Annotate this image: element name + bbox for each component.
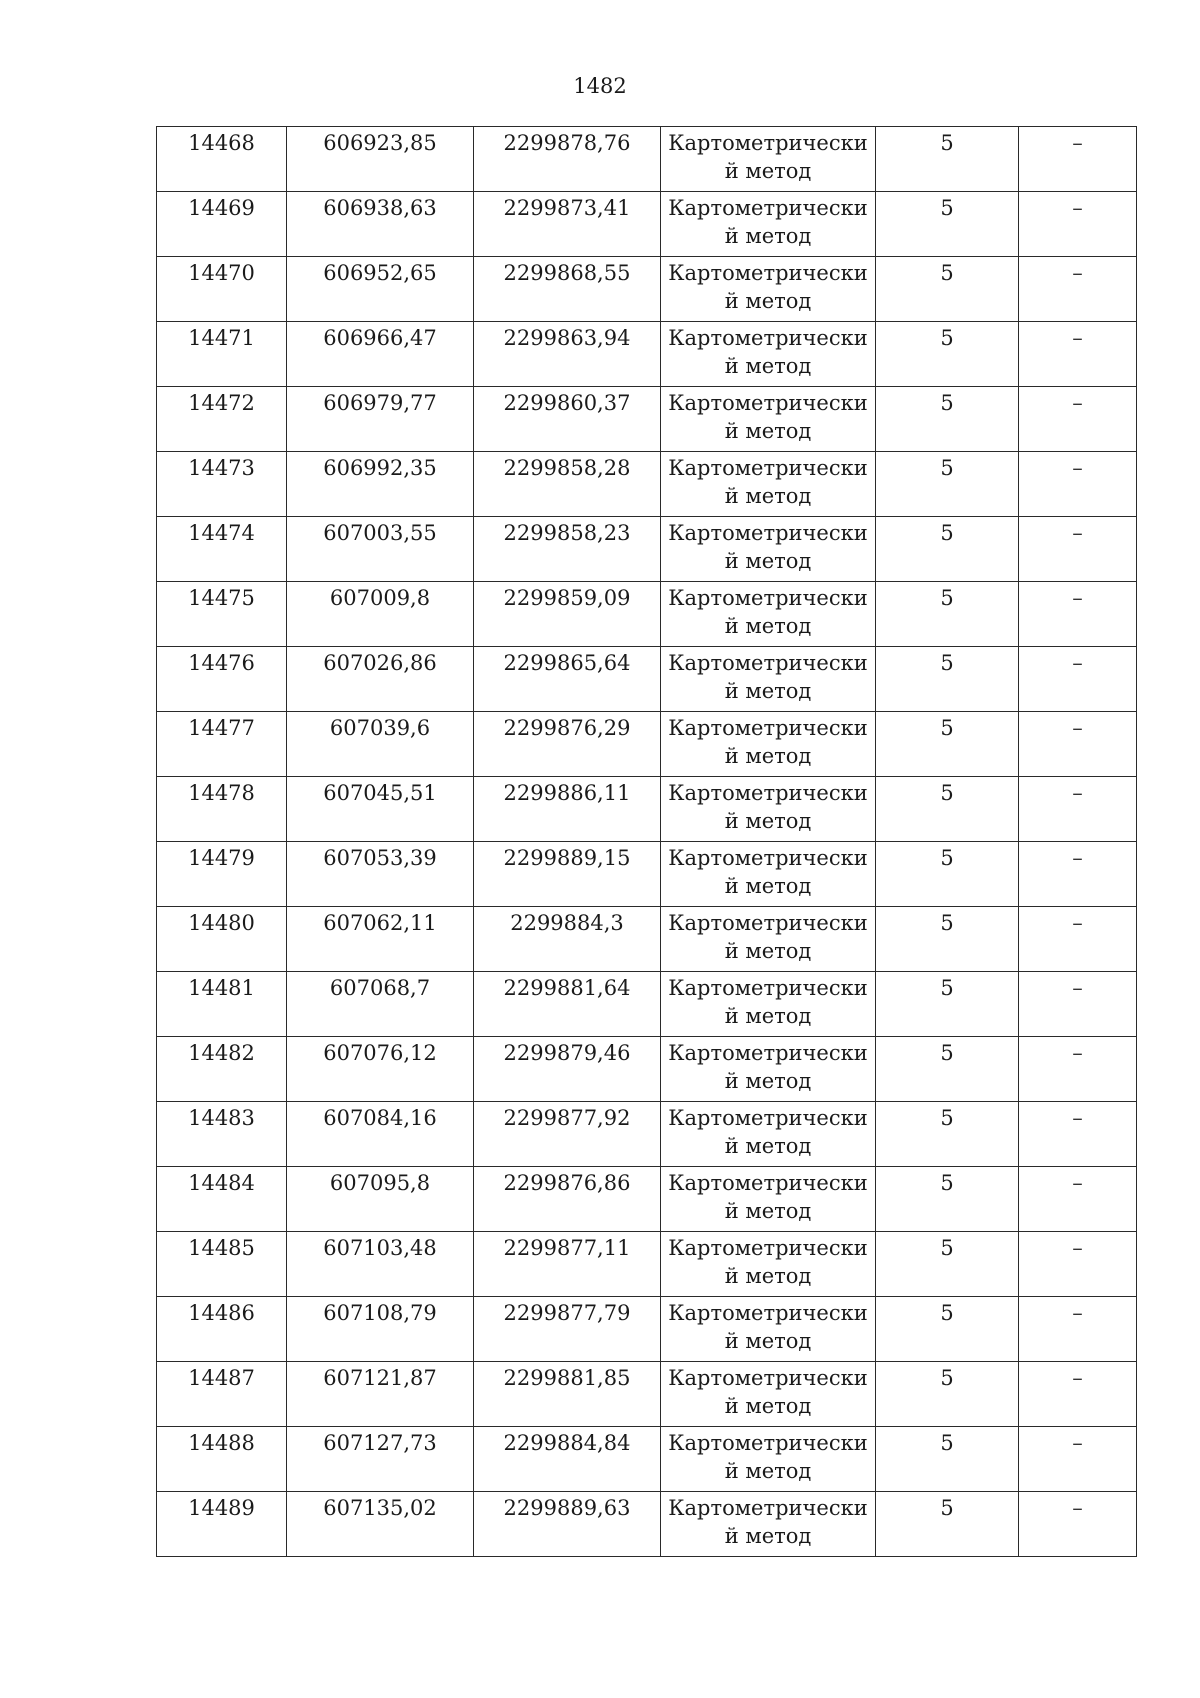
method-text: Картометрически й метод	[668, 1496, 868, 1548]
x-coordinate-text: 607121,87	[323, 1366, 437, 1390]
accuracy-text: 5	[940, 716, 954, 740]
y-coordinate-text: 2299879,46	[503, 1041, 631, 1065]
y-coordinate-cell	[474, 972, 661, 1037]
point-number-text: 14468	[188, 131, 255, 155]
method-cell	[661, 1102, 876, 1167]
table-row	[157, 1362, 1137, 1427]
x-coordinate-cell	[287, 1362, 474, 1427]
point-number-cell	[157, 907, 287, 972]
x-coordinate-cell	[287, 842, 474, 907]
note-cell	[1019, 452, 1137, 517]
table-row	[157, 257, 1137, 322]
point-number-text: 14469	[188, 196, 255, 220]
x-coordinate-text: 606979,77	[323, 391, 437, 415]
point-number-cell	[157, 1427, 287, 1492]
note-text: –	[1072, 131, 1083, 155]
table-row	[157, 1297, 1137, 1362]
y-coordinate-text: 2299876,29	[503, 716, 631, 740]
accuracy-text: 5	[940, 261, 954, 285]
point-number-text: 14479	[188, 846, 255, 870]
point-number-text: 14486	[188, 1301, 255, 1325]
y-coordinate-cell	[474, 127, 661, 192]
point-number-cell	[157, 777, 287, 842]
note-text: –	[1072, 326, 1083, 350]
x-coordinate-cell	[287, 257, 474, 322]
x-coordinate-text: 607062,11	[323, 911, 437, 935]
x-coordinate-text: 607127,73	[323, 1431, 437, 1455]
accuracy-text: 5	[940, 846, 954, 870]
x-coordinate-cell	[287, 322, 474, 387]
x-coordinate-text: 607084,16	[323, 1106, 437, 1130]
accuracy-text: 5	[940, 586, 954, 610]
accuracy-text: 5	[940, 1496, 954, 1520]
method-text: Картометрически й метод	[668, 716, 868, 768]
method-text: Картометрически й метод	[668, 1366, 868, 1418]
method-cell	[661, 1297, 876, 1362]
point-number-cell	[157, 127, 287, 192]
note-cell	[1019, 1102, 1137, 1167]
point-number-cell	[157, 972, 287, 1037]
table-row	[157, 452, 1137, 517]
method-cell	[661, 1037, 876, 1102]
table-row	[157, 777, 1137, 842]
note-cell	[1019, 1232, 1137, 1297]
point-number-text: 14475	[188, 586, 255, 610]
accuracy-cell	[876, 517, 1019, 582]
note-text: –	[1072, 911, 1083, 935]
note-text: –	[1072, 1106, 1083, 1130]
y-coordinate-cell	[474, 1297, 661, 1362]
x-coordinate-cell	[287, 1037, 474, 1102]
point-number-text: 14482	[188, 1041, 255, 1065]
note-cell	[1019, 777, 1137, 842]
table-row	[157, 1102, 1137, 1167]
y-coordinate-cell	[474, 712, 661, 777]
x-coordinate-text: 607003,55	[323, 521, 437, 545]
x-coordinate-cell	[287, 452, 474, 517]
accuracy-cell	[876, 1102, 1019, 1167]
accuracy-text: 5	[940, 131, 954, 155]
point-number-text: 14489	[188, 1496, 255, 1520]
point-number-cell	[157, 517, 287, 582]
accuracy-text: 5	[940, 391, 954, 415]
point-number-cell	[157, 387, 287, 452]
note-cell	[1019, 1297, 1137, 1362]
method-text: Картометрически й метод	[668, 326, 868, 378]
x-coordinate-cell	[287, 387, 474, 452]
x-coordinate-text: 607026,86	[323, 651, 437, 675]
method-cell	[661, 712, 876, 777]
accuracy-cell	[876, 322, 1019, 387]
table-row	[157, 1167, 1137, 1232]
method-cell	[661, 322, 876, 387]
y-coordinate-cell	[474, 517, 661, 582]
x-coordinate-text: 607045,51	[323, 781, 437, 805]
method-text: Картометрически й метод	[668, 521, 868, 573]
note-cell	[1019, 712, 1137, 777]
y-coordinate-cell	[474, 1362, 661, 1427]
method-cell	[661, 387, 876, 452]
note-text: –	[1072, 1366, 1083, 1390]
accuracy-cell	[876, 907, 1019, 972]
table-row	[157, 322, 1137, 387]
note-text: –	[1072, 846, 1083, 870]
method-text: Картометрически й метод	[668, 1106, 868, 1158]
note-cell	[1019, 1037, 1137, 1102]
x-coordinate-cell	[287, 972, 474, 1037]
x-coordinate-text: 607009,8	[329, 586, 431, 610]
point-number-cell	[157, 1232, 287, 1297]
y-coordinate-text: 2299876,86	[503, 1171, 631, 1195]
note-text: –	[1072, 716, 1083, 740]
y-coordinate-text: 2299859,09	[503, 586, 631, 610]
note-cell	[1019, 387, 1137, 452]
y-coordinate-text: 2299863,94	[503, 326, 631, 350]
accuracy-cell	[876, 777, 1019, 842]
y-coordinate-cell	[474, 1232, 661, 1297]
y-coordinate-cell	[474, 1037, 661, 1102]
x-coordinate-text: 606952,65	[323, 261, 437, 285]
point-number-text: 14484	[188, 1171, 255, 1195]
accuracy-text: 5	[940, 1431, 954, 1455]
note-text: –	[1072, 196, 1083, 220]
point-number-cell	[157, 1362, 287, 1427]
table-row	[157, 582, 1137, 647]
accuracy-text: 5	[940, 1106, 954, 1130]
method-text: Картометрически й метод	[668, 976, 868, 1028]
method-text: Картометрически й метод	[668, 846, 868, 898]
accuracy-cell	[876, 257, 1019, 322]
y-coordinate-cell	[474, 647, 661, 712]
note-cell	[1019, 842, 1137, 907]
x-coordinate-cell	[287, 1492, 474, 1557]
accuracy-text: 5	[940, 651, 954, 675]
accuracy-text: 5	[940, 1171, 954, 1195]
method-text: Картометрически й метод	[668, 1301, 868, 1353]
note-text: –	[1072, 976, 1083, 1000]
point-number-text: 14470	[188, 261, 255, 285]
note-text: –	[1072, 521, 1083, 545]
method-text: Картометрически й метод	[668, 1431, 868, 1483]
accuracy-text: 5	[940, 976, 954, 1000]
table-row	[157, 1492, 1137, 1557]
method-cell	[661, 582, 876, 647]
method-text: Картометрически й метод	[668, 651, 868, 703]
point-number-text: 14477	[188, 716, 255, 740]
x-coordinate-cell	[287, 1167, 474, 1232]
note-text: –	[1072, 1431, 1083, 1455]
note-cell	[1019, 1427, 1137, 1492]
note-cell	[1019, 582, 1137, 647]
accuracy-text: 5	[940, 1236, 954, 1260]
method-cell	[661, 1492, 876, 1557]
x-coordinate-cell	[287, 1232, 474, 1297]
method-text: Картометрически й метод	[668, 131, 868, 183]
note-cell	[1019, 517, 1137, 582]
y-coordinate-cell	[474, 387, 661, 452]
note-text: –	[1072, 1496, 1083, 1520]
y-coordinate-text: 2299884,3	[510, 911, 624, 935]
method-cell	[661, 777, 876, 842]
x-coordinate-text: 606923,85	[323, 131, 437, 155]
accuracy-cell	[876, 582, 1019, 647]
accuracy-cell	[876, 1427, 1019, 1492]
note-cell	[1019, 322, 1137, 387]
x-coordinate-text: 606966,47	[323, 326, 437, 350]
point-number-text: 14487	[188, 1366, 255, 1390]
y-coordinate-text: 2299860,37	[503, 391, 631, 415]
method-cell	[661, 647, 876, 712]
x-coordinate-cell	[287, 1427, 474, 1492]
table-row	[157, 712, 1137, 777]
method-cell	[661, 452, 876, 517]
y-coordinate-text: 2299865,64	[503, 651, 631, 675]
accuracy-text: 5	[940, 911, 954, 935]
y-coordinate-cell	[474, 257, 661, 322]
method-cell	[661, 907, 876, 972]
method-text: Картометрически й метод	[668, 261, 868, 313]
page-number: 1482	[573, 74, 627, 98]
note-text: –	[1072, 1041, 1083, 1065]
y-coordinate-cell	[474, 582, 661, 647]
y-coordinate-text: 2299877,79	[503, 1301, 631, 1325]
y-coordinate-cell	[474, 842, 661, 907]
accuracy-text: 5	[940, 521, 954, 545]
y-coordinate-text: 2299877,92	[503, 1106, 631, 1130]
method-cell	[661, 972, 876, 1037]
x-coordinate-cell	[287, 647, 474, 712]
method-cell	[661, 1167, 876, 1232]
accuracy-cell	[876, 647, 1019, 712]
method-text: Картометрически й метод	[668, 911, 868, 963]
point-number-text: 14473	[188, 456, 255, 480]
point-number-text: 14476	[188, 651, 255, 675]
note-text: –	[1072, 651, 1083, 675]
note-text: –	[1072, 781, 1083, 805]
y-coordinate-text: 2299889,15	[503, 846, 631, 870]
point-number-text: 14480	[188, 911, 255, 935]
accuracy-cell	[876, 972, 1019, 1037]
method-text: Картометрически й метод	[668, 1171, 868, 1223]
note-text: –	[1072, 261, 1083, 285]
table-row	[157, 647, 1137, 712]
x-coordinate-cell	[287, 582, 474, 647]
point-number-cell	[157, 322, 287, 387]
method-text: Картометрически й метод	[668, 456, 868, 508]
point-number-text: 14472	[188, 391, 255, 415]
accuracy-text: 5	[940, 1301, 954, 1325]
accuracy-cell	[876, 127, 1019, 192]
point-number-text: 14474	[188, 521, 255, 545]
note-text: –	[1072, 1171, 1083, 1195]
accuracy-cell	[876, 1232, 1019, 1297]
method-text: Картометрически й метод	[668, 391, 868, 443]
accuracy-cell	[876, 387, 1019, 452]
y-coordinate-text: 2299881,85	[503, 1366, 631, 1390]
accuracy-text: 5	[940, 196, 954, 220]
x-coordinate-cell	[287, 192, 474, 257]
x-coordinate-text: 607103,48	[323, 1236, 437, 1260]
y-coordinate-text: 2299889,63	[503, 1496, 631, 1520]
x-coordinate-text: 606938,63	[323, 196, 437, 220]
x-coordinate-text: 606992,35	[323, 456, 437, 480]
x-coordinate-text: 607053,39	[323, 846, 437, 870]
accuracy-cell	[876, 1037, 1019, 1102]
method-cell	[661, 1427, 876, 1492]
x-coordinate-text: 607068,7	[329, 976, 431, 1000]
method-cell	[661, 1362, 876, 1427]
note-text: –	[1072, 586, 1083, 610]
accuracy-cell	[876, 842, 1019, 907]
table-row	[157, 907, 1137, 972]
point-number-cell	[157, 192, 287, 257]
point-number-cell	[157, 582, 287, 647]
table-row	[157, 842, 1137, 907]
point-number-cell	[157, 1492, 287, 1557]
note-cell	[1019, 1492, 1137, 1557]
point-number-text: 14478	[188, 781, 255, 805]
note-cell	[1019, 1362, 1137, 1427]
y-coordinate-cell	[474, 1102, 661, 1167]
point-number-cell	[157, 1037, 287, 1102]
y-coordinate-text: 2299881,64	[503, 976, 631, 1000]
table-row	[157, 387, 1137, 452]
accuracy-text: 5	[940, 1366, 954, 1390]
x-coordinate-cell	[287, 907, 474, 972]
note-text: –	[1072, 391, 1083, 415]
y-coordinate-text: 2299858,23	[503, 521, 631, 545]
table-body	[157, 127, 1137, 1557]
note-cell	[1019, 257, 1137, 322]
method-cell	[661, 127, 876, 192]
note-text: –	[1072, 1236, 1083, 1260]
table-row	[157, 972, 1137, 1037]
method-text: Картометрически й метод	[668, 1041, 868, 1093]
accuracy-text: 5	[940, 456, 954, 480]
note-cell	[1019, 972, 1137, 1037]
method-cell	[661, 517, 876, 582]
point-number-cell	[157, 1167, 287, 1232]
y-coordinate-text: 2299868,55	[503, 261, 631, 285]
x-coordinate-text: 607076,12	[323, 1041, 437, 1065]
point-number-cell	[157, 1297, 287, 1362]
point-number-cell	[157, 257, 287, 322]
x-coordinate-cell	[287, 1297, 474, 1362]
method-text: Картометрически й метод	[668, 196, 868, 248]
note-cell	[1019, 907, 1137, 972]
y-coordinate-text: 2299884,84	[503, 1431, 631, 1455]
table-row	[157, 1427, 1137, 1492]
table-row	[157, 1232, 1137, 1297]
method-cell	[661, 842, 876, 907]
point-number-text: 14488	[188, 1431, 255, 1455]
point-number-text: 14485	[188, 1236, 255, 1260]
y-coordinate-cell	[474, 322, 661, 387]
point-number-text: 14481	[188, 976, 255, 1000]
x-coordinate-text: 607095,8	[329, 1171, 431, 1195]
point-number-cell	[157, 842, 287, 907]
note-text: –	[1072, 456, 1083, 480]
x-coordinate-text: 607108,79	[323, 1301, 437, 1325]
accuracy-text: 5	[940, 1041, 954, 1065]
table-row	[157, 1037, 1137, 1102]
point-number-text: 14471	[188, 326, 255, 350]
method-text: Картометрически й метод	[668, 781, 868, 833]
coordinates-table	[156, 126, 1137, 1557]
accuracy-cell	[876, 712, 1019, 777]
y-coordinate-cell	[474, 777, 661, 842]
x-coordinate-text: 607039,6	[329, 716, 431, 740]
accuracy-text: 5	[940, 781, 954, 805]
x-coordinate-cell	[287, 777, 474, 842]
note-cell	[1019, 1167, 1137, 1232]
y-coordinate-cell	[474, 192, 661, 257]
x-coordinate-cell	[287, 712, 474, 777]
table-row	[157, 517, 1137, 582]
accuracy-text: 5	[940, 326, 954, 350]
y-coordinate-cell	[474, 907, 661, 972]
accuracy-cell	[876, 1362, 1019, 1427]
y-coordinate-text: 2299886,11	[503, 781, 631, 805]
method-cell	[661, 1232, 876, 1297]
table-row	[157, 127, 1137, 192]
accuracy-cell	[876, 452, 1019, 517]
point-number-cell	[157, 647, 287, 712]
y-coordinate-text: 2299858,28	[503, 456, 631, 480]
y-coordinate-cell	[474, 1427, 661, 1492]
method-cell	[661, 192, 876, 257]
x-coordinate-cell	[287, 517, 474, 582]
accuracy-cell	[876, 192, 1019, 257]
point-number-cell	[157, 1102, 287, 1167]
point-number-cell	[157, 712, 287, 777]
note-cell	[1019, 127, 1137, 192]
y-coordinate-text: 2299873,41	[503, 196, 631, 220]
method-text: Картометрически й метод	[668, 586, 868, 638]
note-cell	[1019, 647, 1137, 712]
x-coordinate-cell	[287, 127, 474, 192]
method-text: Картометрически й метод	[668, 1236, 868, 1288]
y-coordinate-cell	[474, 452, 661, 517]
y-coordinate-cell	[474, 1492, 661, 1557]
method-cell	[661, 257, 876, 322]
accuracy-cell	[876, 1167, 1019, 1232]
accuracy-cell	[876, 1492, 1019, 1557]
x-coordinate-text: 607135,02	[323, 1496, 437, 1520]
note-text: –	[1072, 1301, 1083, 1325]
point-number-text: 14483	[188, 1106, 255, 1130]
accuracy-cell	[876, 1297, 1019, 1362]
y-coordinate-text: 2299878,76	[503, 131, 631, 155]
point-number-cell	[157, 452, 287, 517]
y-coordinate-text: 2299877,11	[503, 1236, 631, 1260]
note-cell	[1019, 192, 1137, 257]
y-coordinate-cell	[474, 1167, 661, 1232]
x-coordinate-cell	[287, 1102, 474, 1167]
table-row	[157, 192, 1137, 257]
